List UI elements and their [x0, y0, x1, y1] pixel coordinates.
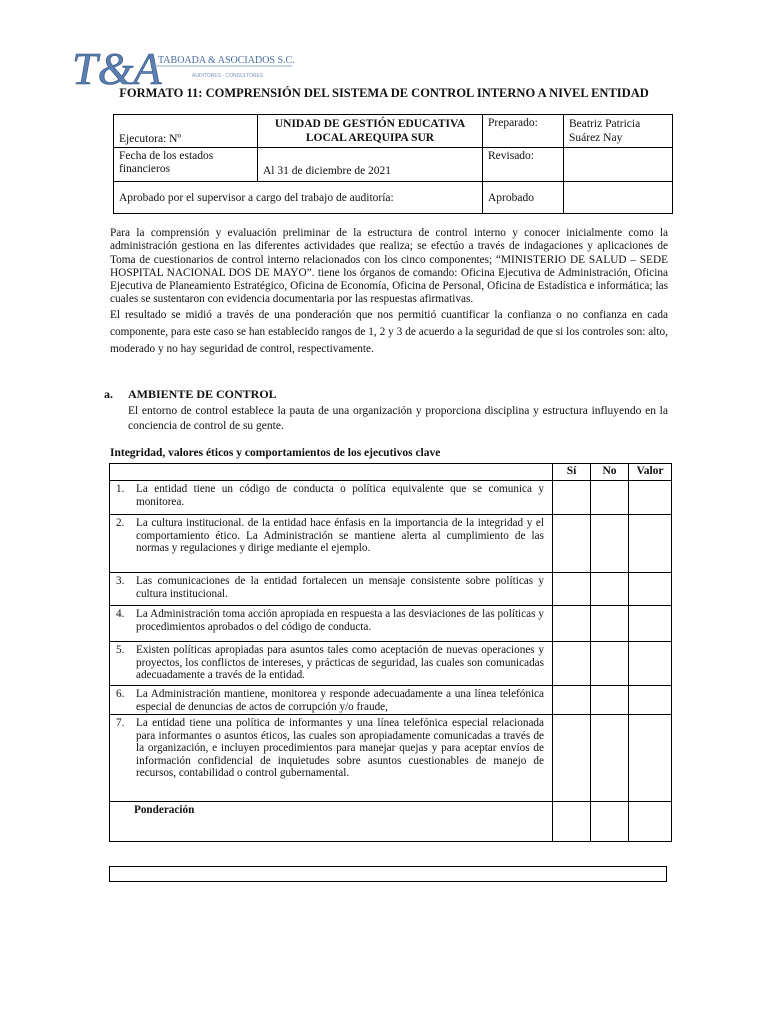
answer-no-cell[interactable]	[591, 515, 629, 573]
valor-cell[interactable]	[629, 606, 672, 642]
answer-si-cell[interactable]	[553, 715, 591, 802]
preparado-name-line-1: Beatriz Patricia	[569, 118, 641, 130]
fecha-label-line-2: financieros	[119, 163, 171, 175]
table-row	[110, 606, 672, 642]
subheading: Integridad, valores éticos y comportamientos de los ejecutivos clave	[110, 447, 441, 459]
preparado-name-line-2: Suárez Nay	[569, 132, 623, 144]
question-number: 1.	[116, 483, 125, 495]
question-text: La entidad tiene un código de conducta o política equivalente que se comunica y monitorea.	[136, 483, 544, 508]
answer-no-cell[interactable]	[591, 686, 629, 715]
answer-si-cell[interactable]	[553, 606, 591, 642]
ponderacion-valor-cell[interactable]	[629, 802, 672, 842]
aprobado-label: Aprobado	[483, 182, 564, 214]
answer-no-cell[interactable]	[591, 573, 629, 606]
logo-initials: T&A	[72, 43, 162, 94]
header-table	[113, 114, 673, 214]
column-si: Sí	[553, 464, 591, 481]
answer-no-cell[interactable]	[591, 606, 629, 642]
table-row	[110, 481, 672, 515]
preparado-value	[564, 115, 673, 148]
valor-cell[interactable]	[629, 686, 672, 715]
valor-cell[interactable]	[629, 573, 672, 606]
revisado-value	[564, 148, 673, 182]
column-valor: Valor	[629, 464, 672, 481]
column-no: No	[591, 464, 629, 481]
valor-cell[interactable]	[629, 515, 672, 573]
answer-no-cell[interactable]	[591, 642, 629, 686]
question-text: La Administración mantiene, monitorea y responde adecuadamente a una línea telefónica especial de denuncias de actos de corrupción y/o fraude,	[136, 688, 544, 713]
table-row	[110, 686, 672, 715]
fecha-value: Al 31 de diciembre de 2021	[258, 148, 483, 182]
question-text: La Administración toma acción apropiada en respuesta a las desviaciones de las políticas y procedimientos aprobados o del código de conducta.	[136, 608, 544, 633]
table-row	[110, 715, 672, 802]
empty-summary-box	[109, 866, 667, 882]
intro-paragraph-2: El resultado se midió a través de una ponderación que nos permitió cuantificar la confianza o no confianza en cada componente, para este caso se han establecido rangos de 1, 2 y 3 de acuerdo a la seguridad de que si los controles son: alto, moderado y no hay seguridad de control, respectivamente.	[110, 308, 668, 356]
question-column-header	[110, 464, 553, 481]
aprobado-text: Aprobado por el supervisor a cargo del trabajo de auditoría:	[114, 182, 483, 214]
answer-no-cell[interactable]	[591, 715, 629, 802]
section-letter: a.	[104, 387, 113, 401]
valor-cell[interactable]	[629, 481, 672, 515]
answer-no-cell[interactable]	[591, 481, 629, 515]
answer-si-cell[interactable]	[553, 686, 591, 715]
question-text: La entidad tiene una política de informantes y una línea telefónica especial relacionada para informantes o asuntos éticos, las cuales son apropiadamente comunicadas a través de la organización, e incluyen procedimientos para manejar quejas y para aceptar envíos de información confidencial de inquietudes sobre asuntos cuestionables de manejo de recursos, contabilidad o control gubernamental.	[136, 717, 544, 780]
valor-cell[interactable]	[629, 715, 672, 802]
answer-si-cell[interactable]	[553, 515, 591, 573]
question-number: 3.	[116, 575, 125, 587]
question-text: Las comunicaciones de la entidad fortalecen un mensaje consistente sobre políticas y cultura institucional.	[136, 575, 544, 600]
valor-cell[interactable]	[629, 642, 672, 686]
fecha-label	[114, 148, 258, 182]
fecha-label-line-1: Fecha de los estados	[119, 150, 214, 162]
table-row	[110, 515, 672, 573]
ponderacion-si-cell[interactable]	[553, 802, 591, 842]
unidad-line-2: LOCAL AREQUIPA SUR	[305, 132, 435, 144]
section-title: AMBIENTE DE CONTROL	[128, 387, 277, 401]
intro-paragraph-1: Para la comprensión y evaluación preliminar de la estructura de control interno y conocer inicialmente como la administración gestiona en las diferentes actividades que realiza; se efectúo a través de indagaciones y aplicaciones de Toma de cuestionarios de control interno relacionados con los cinco componentes; “MINISTERIO DE SALUD – SEDE HOSPITAL NACIONAL DOS DE MAYO”. tiene los órganos de comando: Oficina Ejecutiva de Administración, Oficina Ejecutiva de Planeamiento Estratégico, Oficina de Economía, Oficina de Personal, Oficina de Estadística e informática; las cuales se sustentaron con evidencia documentaria por las respuestas afirmativas.	[110, 227, 668, 306]
intro-text	[110, 227, 668, 358]
logo-company-name: TABOADA & ASOCIADOS S.C.	[158, 55, 295, 66]
logo-tagline: AUDITORES - CONSULTORES	[192, 73, 264, 79]
unidad-line-1: UNIDAD DE GESTIÓN EDUCATIVA	[274, 118, 466, 130]
questionnaire-table	[109, 463, 672, 842]
question-number: 7.	[116, 717, 125, 729]
unidad-cell	[258, 115, 483, 148]
question-number: 5.	[116, 644, 125, 656]
aprobado-value	[564, 182, 673, 214]
section-description: El entorno de control establece la pauta de una organización y proporciona disciplina y estructura influyendo en la conciencia de control de su gente.	[128, 405, 668, 432]
question-number: 6.	[116, 688, 125, 700]
ponderacion-label: Ponderación	[110, 802, 553, 842]
answer-si-cell[interactable]	[553, 481, 591, 515]
question-number: 2.	[116, 517, 125, 529]
question-number: 4.	[116, 608, 125, 620]
document-title: FORMATO 11: COMPRENSIÓN DEL SISTEMA DE CONTROL INTERNO A NIVEL ENTIDAD	[119, 86, 649, 100]
answer-si-cell[interactable]	[553, 642, 591, 686]
revisado-label: Revisado:	[483, 148, 564, 182]
ejecutora-label: Ejecutora: Nº	[114, 115, 258, 148]
table-row	[110, 642, 672, 686]
preparado-label: Preparado:	[483, 115, 564, 148]
ponderacion-no-cell[interactable]	[591, 802, 629, 842]
answer-si-cell[interactable]	[553, 573, 591, 606]
question-text: La cultura institucional. de la entidad hace énfasis en la importancia de la integridad y el comportamiento ético. La Administración se mantiene alerta al cumplimiento de las normas y regulaciones y dirige mediante el ejemplo.	[136, 517, 544, 555]
table-row	[110, 573, 672, 606]
question-text: Existen políticas apropiadas para asuntos tales como aceptación de nuevas operaciones y proyectos, los conflictos de intereses, y prácticas de seguridad, las cuales son comunicadas adecuadamente a través de la entidad.	[136, 644, 544, 682]
ponderacion-row	[110, 802, 672, 842]
